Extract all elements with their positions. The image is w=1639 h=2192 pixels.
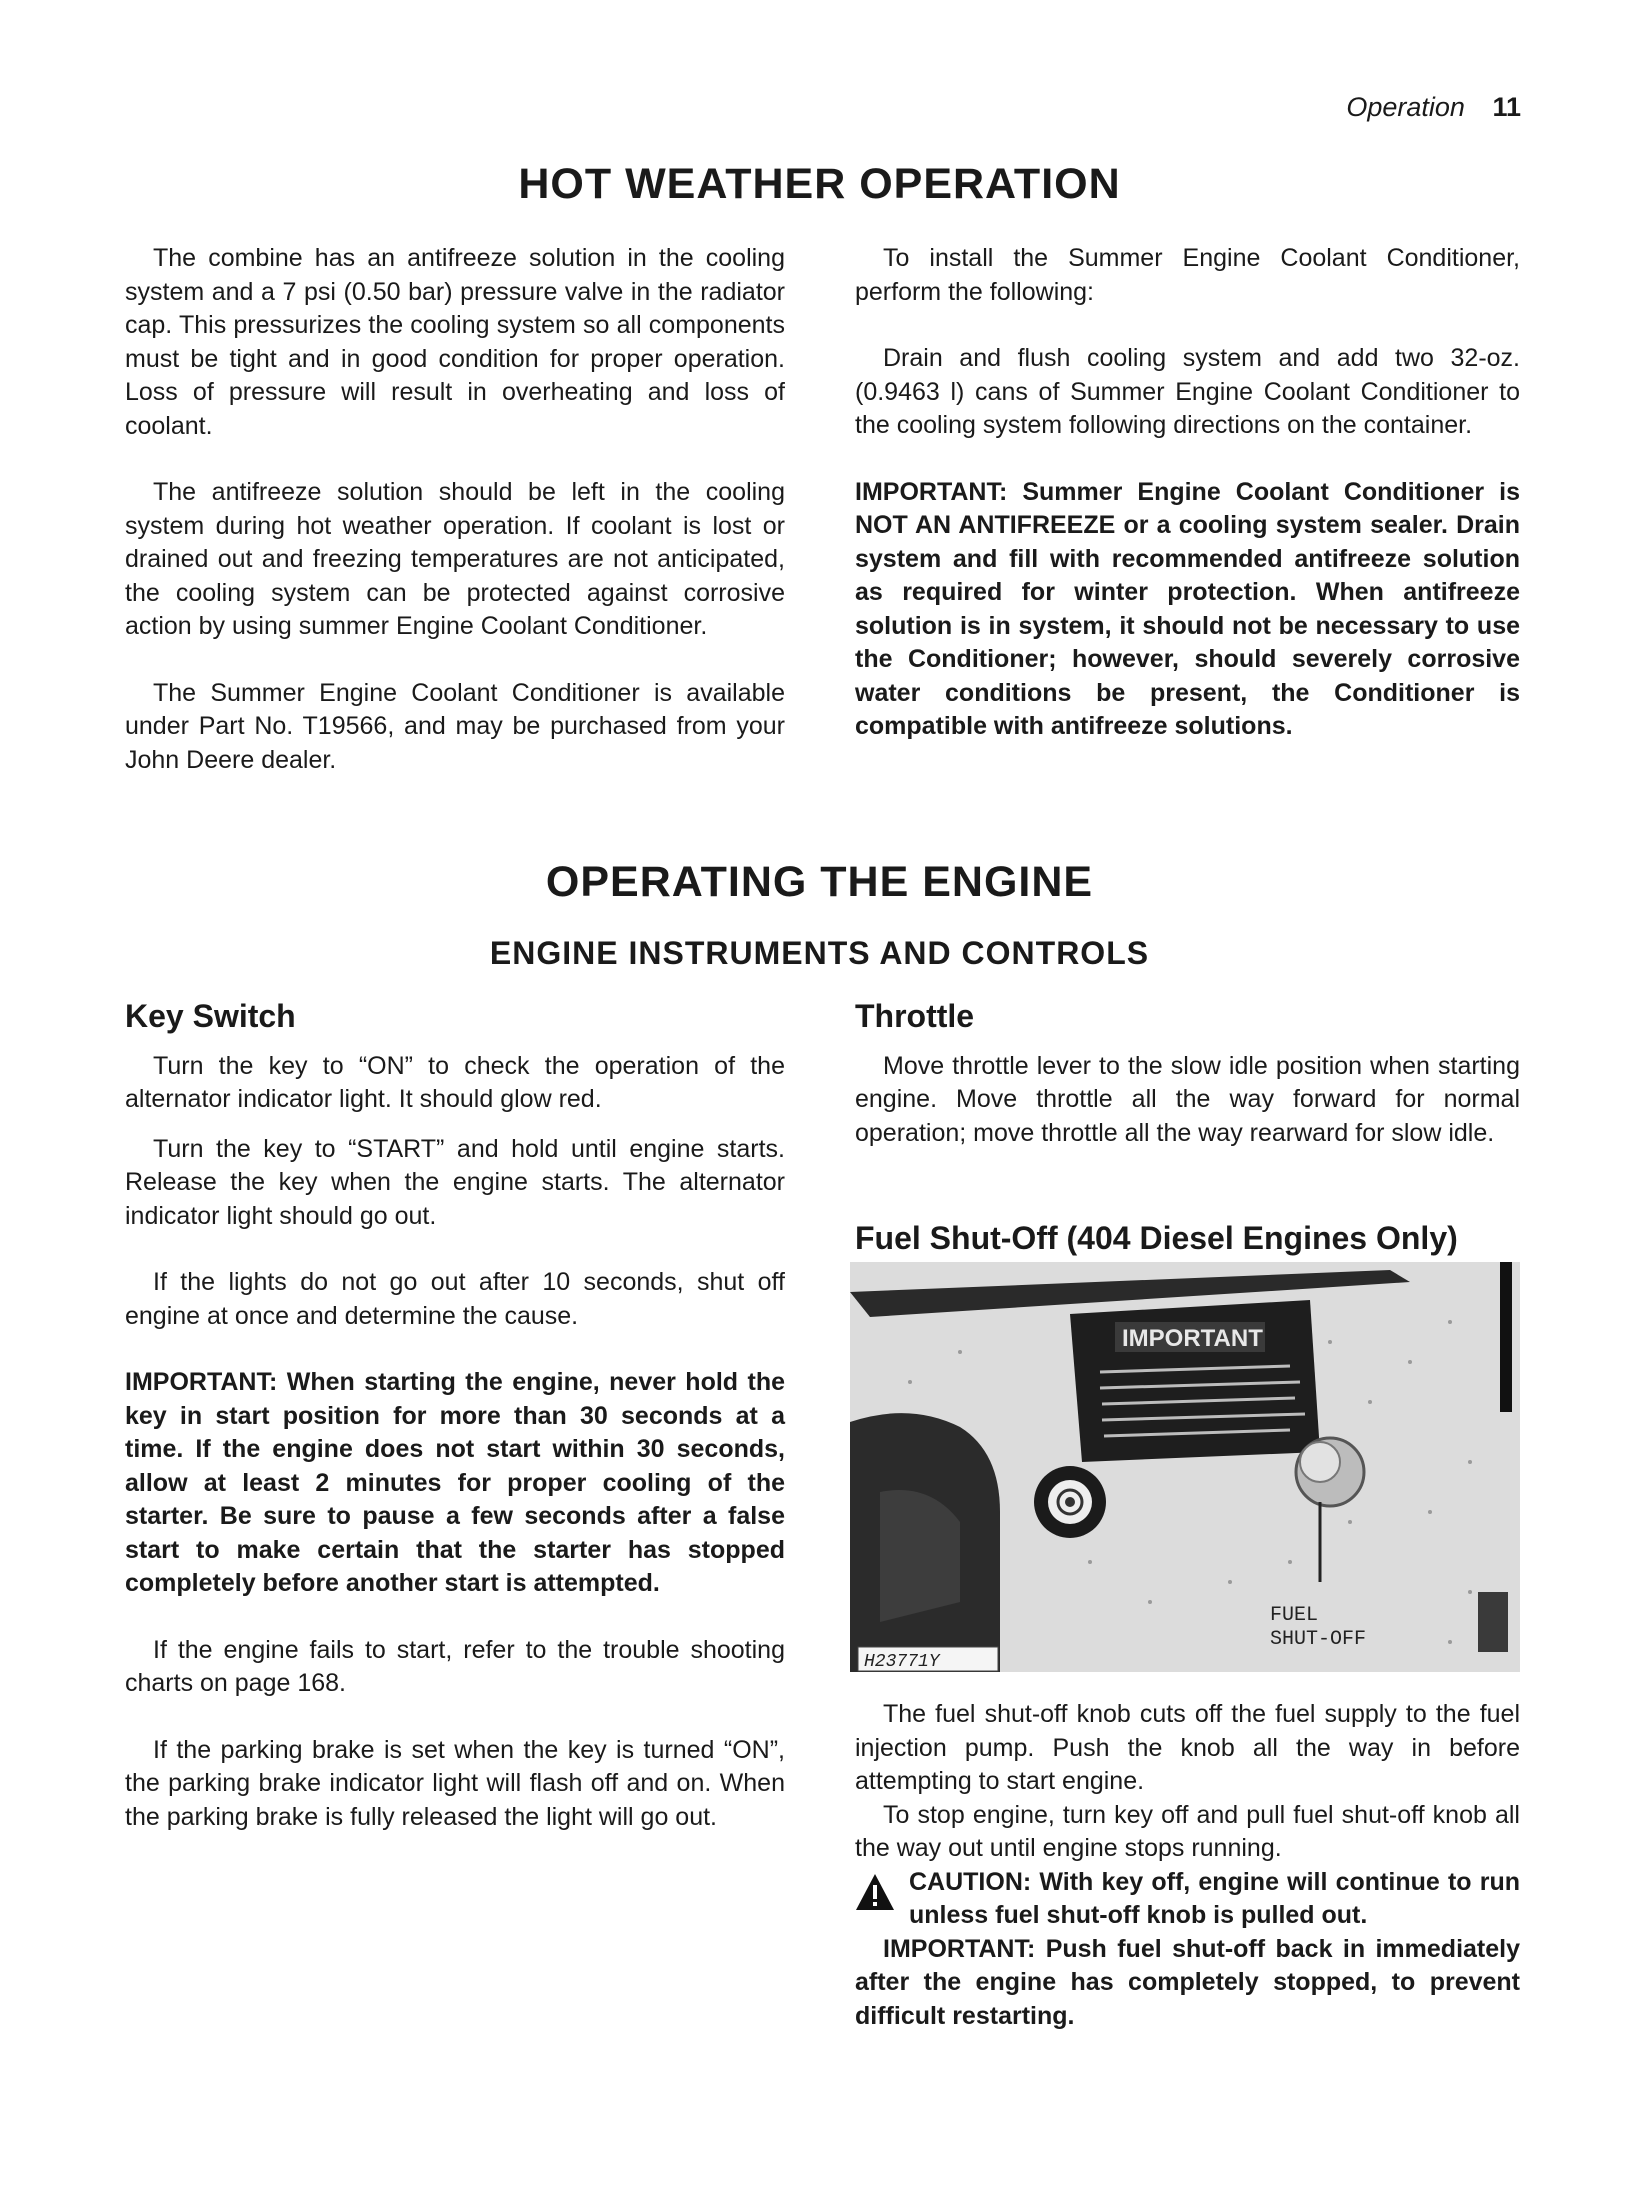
hot-weather-title: HOT WEATHER OPERATION (518, 160, 1121, 208)
throttle-heading: Throttle (855, 998, 975, 1034)
hot-weather-paragraph: The antifreeze solution should be left in the cooling system during hot weather operation. If coolant is lost or drained out and freezing temperatures are not anticipated, the cooling system can be protected against corrosive action by using summer Engine Coolant Conditioner. (125, 478, 785, 640)
throttle-paragraph: Move throttle lever to the slow idle position when starting engine. Move throttle all the way forward for normal operation; move throttle all the way rearward for slow idle. (855, 1051, 1520, 1147)
key-switch-paragraph: If the engine fails to start, refer to the trouble shooting charts on page 168. (125, 1635, 785, 1697)
fuel-shutoff-section (855, 1698, 1520, 2033)
key-switch-heading: Key Switch (125, 998, 296, 1034)
fuel-shutoff-important-note: IMPORTANT: Push fuel shut-off back in immediately after the engine has completely stopped, to prevent difficult restarting. (855, 1934, 1520, 2030)
key-switch-important-note: IMPORTANT: When starting the engine, never hold the key in start position for more than 30 seconds at a time. If the engine does not start within 30 seconds, allow at least 2 minutes for proper cooling of the starter. Be sure to pause a few seconds after a false start to make certain that the starter has stopped completely before another start is attempted. (125, 1368, 785, 1597)
fuel-shutoff-heading: Fuel Shut-Off (404 Diesel Engines Only) (855, 1220, 1458, 1256)
hot-weather-important-note: IMPORTANT: Summer Engine Coolant Conditioner is NOT AN ANTIFREEZE or a cooling system sealer. Drain system and fill with recommended antifreeze solution as required for winter protection. When antifreeze solution is in system, it should not be necessary to use the Conditioner; however, should severely corrosive water conditions be present, the Conditioner is compatible with antifreeze solutions. (855, 477, 1520, 740)
hot-weather-right-column (855, 242, 1520, 744)
svg-text:IMPORTANT: IMPORTANT (1122, 1325, 1263, 1352)
svg-text:FUEL: FUEL (1270, 1604, 1319, 1627)
important-decal (1070, 1300, 1320, 1462)
svg-text:SHUT-OFF: SHUT-OFF (1270, 1628, 1367, 1651)
key-switch-paragraph: If the parking brake is set when the key is turned “ON”, the parking brake indicator light will flash off and on. When the parking brake is fully released the light will go out. (125, 1735, 785, 1831)
key-switch-section (125, 1000, 785, 1834)
fuel-shutoff-photo (850, 1262, 1520, 1672)
hot-weather-paragraph: The combine has an antifreeze solution in the cooling system and a 7 psi (0.50 bar) pressure valve in the radiator cap. This pressurizes the cooling system so all components must be tight and in good condition for proper operation. Loss of pressure will result in overheating and loss of coolant. (125, 244, 785, 440)
key-switch-paragraph: If the lights do not go out after 10 seconds, shut off engine at once and determine the cause. (125, 1268, 785, 1330)
caution-note (855, 1866, 1520, 1933)
throttle-section (855, 1000, 1520, 1150)
fuel-shutoff-paragraph: The fuel shut-off knob cuts off the fuel supply to the fuel injection pump. Push the knob all the way in before attempting to start engine. (855, 1700, 1520, 1795)
caution-text: CAUTION: With key off, engine will continue to run unless fuel shut-off knob is pulled out. (909, 1867, 1520, 1929)
hot-weather-paragraph: Drain and flush cooling system and add two 32-oz. (0.9463 l) cans of Summer Engine Coolant Conditioner to the cooling system following directions on the container. (855, 344, 1520, 439)
page-number: 11 (1492, 92, 1521, 122)
hot-weather-paragraph: To install the Summer Engine Coolant Conditioner, perform the following: (855, 244, 1520, 306)
engine-subtitle: ENGINE INSTRUMENTS AND CONTROLS (489, 935, 1150, 971)
engine-title: OPERATING THE ENGINE (545, 858, 1094, 906)
page-header (1346, 92, 1521, 123)
key-switch-paragraph: Turn the key to “ON” to check the operation of the alternator indicator light. It should glow red. (125, 1051, 785, 1113)
hot-weather-paragraph: The Summer Engine Coolant Conditioner is available under Part No. T19566, and may be purchased from your John Deere dealer. (125, 678, 785, 774)
warning-triangle-icon (855, 1872, 895, 1912)
section-name: Operation (1346, 92, 1465, 122)
key-switch-paragraph: Turn the key to “START” and hold until engine starts. Release the key when the engine starts. The alternator indicator light should go out. (125, 1134, 785, 1230)
hot-weather-left-column (125, 242, 785, 777)
svg-text:H23771Y: H23771Y (864, 1652, 940, 1672)
fuel-shutoff-paragraph: To stop engine, turn key off and pull fuel shut-off knob all the way out until engine stops running. (855, 1800, 1520, 1862)
